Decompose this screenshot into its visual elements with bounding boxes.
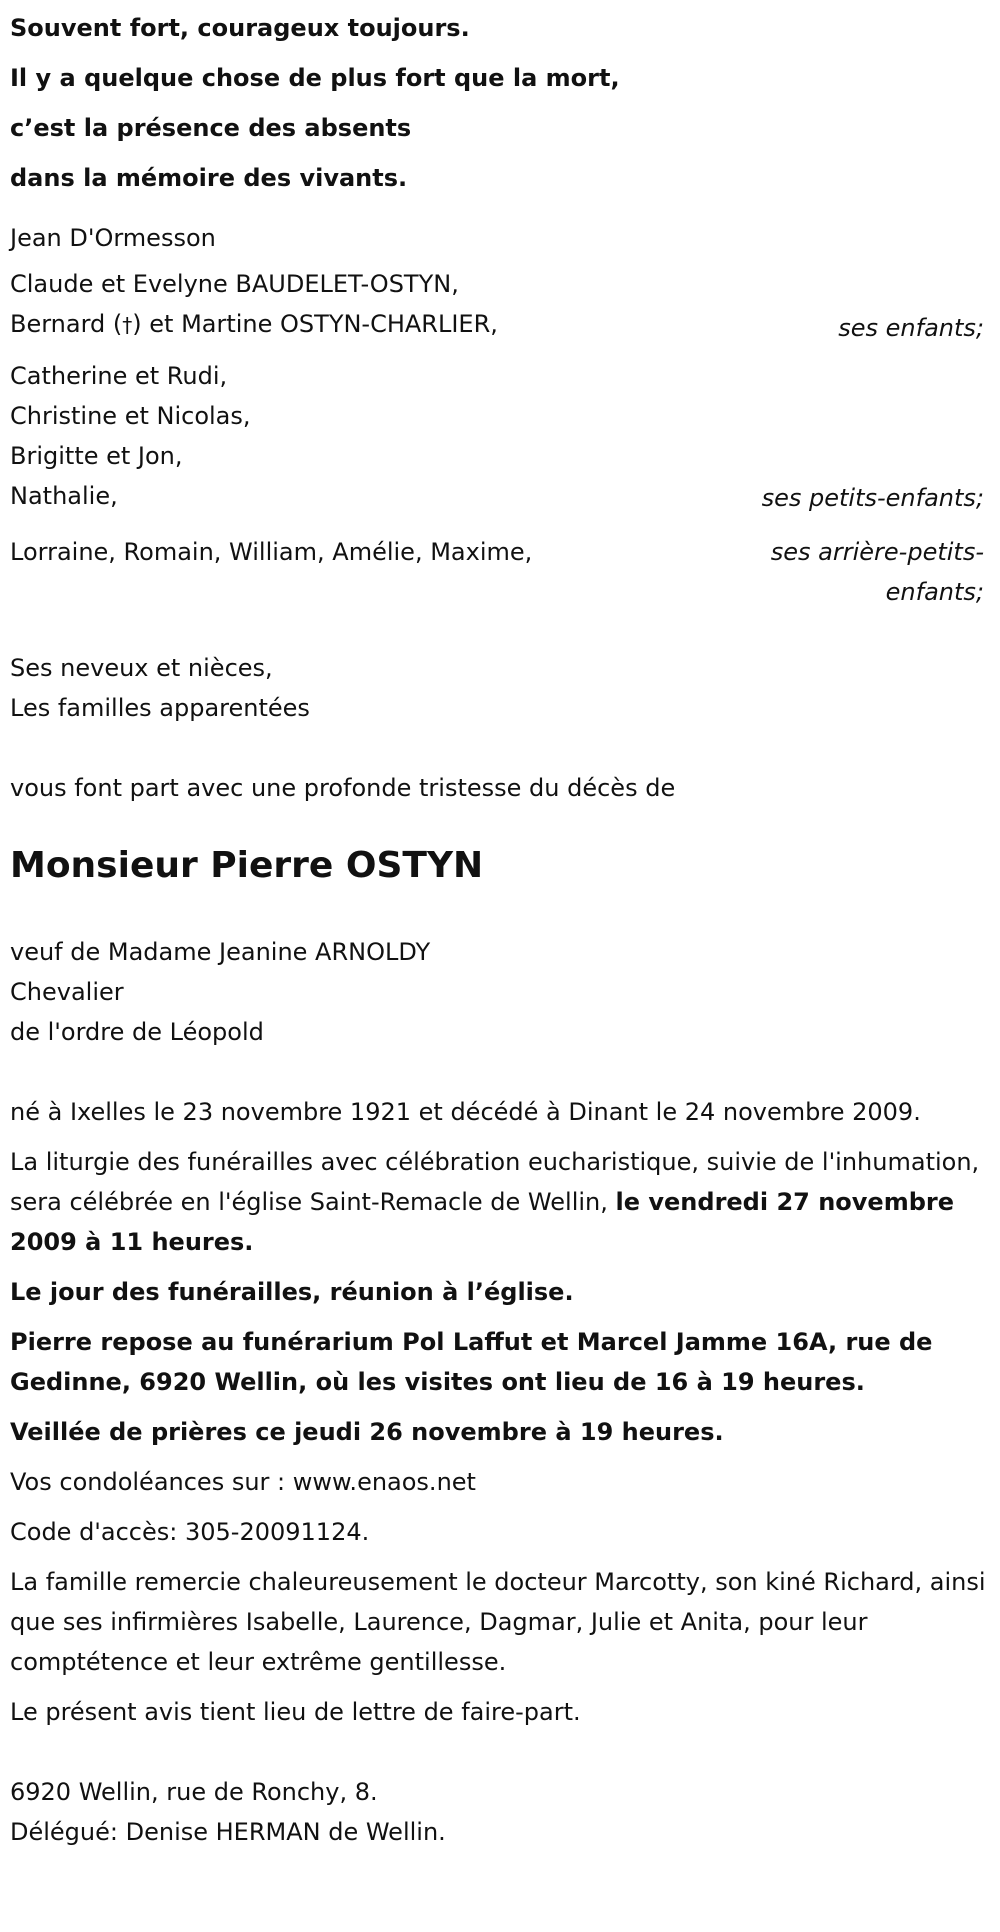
children-line-part: ) et Martine OSTYN-CHARLIER,	[132, 310, 498, 338]
deceased-detail-line: de l'ordre de Léopold	[10, 1018, 264, 1046]
announcement: vous font part avec une profonde tristesse du décès de	[10, 774, 676, 802]
delegate-line: Délégué: Denise HERMAN de Wellin.	[10, 1818, 446, 1846]
children-role: ses enfants;	[838, 314, 984, 342]
grandchildren-block	[10, 356, 990, 516]
grandchild-line: Brigitte et Jon,	[10, 442, 183, 470]
children-line-part: Bernard (	[10, 310, 123, 338]
quote-block	[10, 8, 990, 198]
deceased-detail-line: veuf de Madame Jeanine ARNOLDY	[10, 938, 431, 966]
quote-author: Jean D'Ormesson	[10, 224, 216, 252]
deceased-name: Monsieur Pierre OSTYN	[10, 845, 484, 886]
great-grandchildren-line: Lorraine, Romain, William, Amélie, Maxime,	[10, 538, 533, 566]
vigil-text: Veillée de prières ce jeudi 26 novembre à 19 heures.	[10, 1418, 724, 1446]
liturgy-text: La liturgie des funérailles avec célébration eucharistique, suivie de l'inhumation, sera célébrée en l'église Saint-Remacle de Wellin,	[10, 1148, 980, 1216]
great-grandchildren-block	[10, 532, 990, 612]
address-block	[10, 1772, 990, 1852]
quote-line: Souvent fort, courageux toujours.	[10, 14, 470, 42]
great-grandchildren-role-line: ses arrière-petits-	[770, 538, 984, 566]
condolences-text: Vos condoléances sur : www.enaos.net	[10, 1468, 476, 1496]
funerarium-text: Pierre repose au funérarium Pol Laffut et Marcel Jamme 16A, rue de Gedinne, 6920 Wellin, où les visites ont lieu de 16 à 19 heures.	[10, 1328, 933, 1396]
grandchild-line: Christine et Nicolas,	[10, 402, 251, 430]
children-line: Claude et Evelyne BAUDELET-OSTYN,	[10, 270, 459, 298]
liturgy-paragraph	[10, 1142, 990, 1262]
deceased-detail-line: Chevalier	[10, 978, 124, 1006]
address-line: 6920 Wellin, rue de Ronchy, 8.	[10, 1778, 378, 1806]
relatives-line: Les familles apparentées	[10, 694, 310, 722]
great-grandchildren-role	[684, 532, 984, 612]
quote-line: Il y a quelque chose de plus fort que la mort,	[10, 64, 620, 92]
grandchild-line: Nathalie,	[10, 482, 118, 510]
quote-line: c’est la présence des absents	[10, 114, 412, 142]
meeting-text: Le jour des funérailles, réunion à l’église.	[10, 1278, 574, 1306]
quote-line: dans la mémoire des vivants.	[10, 164, 408, 192]
deceased-cross-icon: †	[122, 313, 133, 337]
liturgy-date: le vendredi 27 novembre 2009 à 11 heures.	[10, 1188, 954, 1256]
deceased-details	[10, 932, 990, 1052]
notice-text: Le présent avis tient lieu de lettre de faire-part.	[10, 1698, 581, 1726]
birth-death-text: né à Ixelles le 23 novembre 1921 et décédé à Dinant le 24 novembre 2009.	[10, 1098, 921, 1126]
relatives-line: Ses neveux et nièces,	[10, 654, 273, 682]
access-code-text: Code d'accès: 305-20091124.	[10, 1518, 370, 1546]
thanks-text: La famille remercie chaleureusement le docteur Marcotty, son kiné Richard, ainsi que ses infirmières Isabelle, Laurence, Dagmar, Julie et Anita, pour leur comptétence et leur extrême gentillesse.	[10, 1568, 986, 1676]
grandchild-line: Catherine et Rudi,	[10, 362, 228, 390]
relatives-block	[10, 648, 990, 728]
grandchildren-role: ses petits-enfants;	[761, 484, 984, 512]
children-block	[10, 264, 990, 344]
great-grandchildren-role-line: enfants;	[885, 578, 984, 606]
